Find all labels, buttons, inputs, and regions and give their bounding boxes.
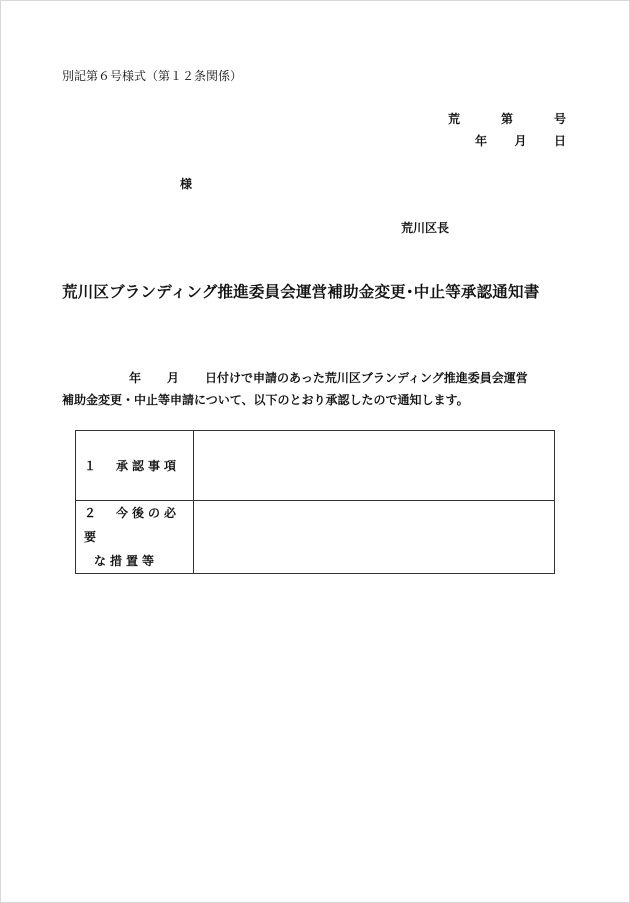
required-measures-label-line2: な措置等 bbox=[94, 554, 159, 568]
doc-number-prefix: 荒 bbox=[448, 112, 461, 126]
approval-items-value-cell bbox=[194, 431, 555, 501]
table-row bbox=[76, 431, 555, 501]
body-text-line2: 補助金変更・中止等申請について、以下のとおり承認したので通知します。 bbox=[62, 393, 469, 407]
required-measures-value-cell bbox=[194, 501, 555, 574]
doc-date-year: 年 bbox=[475, 134, 488, 148]
body-line1-rest: 日付けで申請のあった荒川区ブランディング推進委員会運営 bbox=[205, 371, 528, 385]
document-title: 荒川区ブランディング推進委員会運営補助金変更･中止等承認通知書 bbox=[62, 283, 540, 301]
doc-date-day: 日 bbox=[553, 134, 566, 148]
form-label: 別記第６号様式（第１２条関係） bbox=[62, 69, 243, 83]
required-measures-label-cell bbox=[76, 501, 194, 574]
required-measures-label-line1: ２ 今後の必要 bbox=[84, 506, 181, 544]
doc-number-suffix: 号 bbox=[553, 112, 566, 126]
approval-items-label: １ 承認事項 bbox=[84, 458, 181, 473]
body-month: 月 bbox=[167, 371, 180, 385]
document-number bbox=[448, 110, 566, 127]
body-text-line1 bbox=[129, 369, 528, 386]
doc-number-middle: 第 bbox=[500, 112, 513, 126]
recipient-suffix: 様 bbox=[180, 177, 193, 191]
body-year: 年 bbox=[129, 371, 142, 385]
table-row bbox=[76, 501, 555, 574]
document-date bbox=[475, 132, 566, 149]
sender-name: 荒川区長 bbox=[401, 221, 450, 235]
approval-items-label-cell bbox=[76, 431, 194, 501]
doc-date-month: 月 bbox=[514, 134, 527, 148]
approval-table bbox=[75, 430, 555, 574]
